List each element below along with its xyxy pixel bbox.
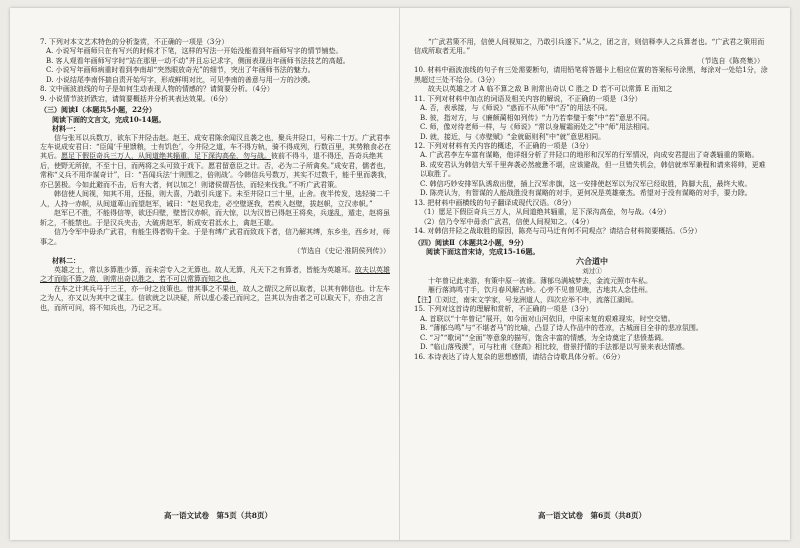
question-13-part-2: （2）信乃令军中毋杀广武君，信使人间视知之。（4分） — [420, 217, 594, 226]
section-4-instruction: 阅读下面这首宋诗，完成15-16题。 — [426, 246, 540, 256]
question-10: 10. 材料中画波浪线的句子有三处需要断句，请用铅笔将答题卡上相应位置的答案标号涂黑，每涂对一处给1分，涂黑超过三处不给分。（3分） — [414, 66, 768, 84]
question-15-option-b: B. “薄郁乌鸣”与“不堪者马”的比喻，凸显了诗人作品中的苍凉，古城面目全非的悲凉氛围。 — [420, 324, 703, 333]
material-1-paragraph: 赵军已不胜，不能得信等，欲还归壁，壁皆汉赤帜，而大惊，以为汉皆已得赵王将矣，兵遂乱，遁走，赵将虽斩之，不能禁也。于是汉兵夹击，大破虏赵军，斩成安君泜水上，禽赵王歇。 — [40, 209, 390, 227]
question-7-option-a: A. 小说写年画师只在有写兴的时候才下笔，这样的写法一开始没能看到年画师写字的情节铺垫。 — [46, 47, 343, 56]
question-7-option-d: D. 小说结尾李南怀揣自责开始写字，形成鲜明对比，可见李南的善意与用一方的沙漠。 — [46, 75, 315, 84]
question-15: 15. 下列对这首诗的理解和赏析，不正确的一项是（3分） — [414, 305, 593, 314]
material-1-label: 材料一： — [52, 124, 80, 134]
question-16: 16. 本诗表达了诗人复杂的思想感情，请结合诗歌具体分析。（6分） — [414, 352, 625, 361]
material-2-label: 材料二： — [52, 256, 80, 266]
material-1-paragraph: 信与张耳以兵数万，欲东下井陉击赵。赵王、成安君陈余闻汉且袭之也，聚兵井陉口，号称二十万。广武君李左车说成安君曰：“臣闻‘千里馈粮，士有饥色’，今井陉之道，车不得方轨，骑不得成列，行数百里，其势粮食必在其后。愿足下假臣奇兵三万人，从间道绝其辎重，足下深沟高垒，勿与战。彼前不得斗，退不得还，吾奇兵绝其后，使野无所掠，不至十日，而两将之头可致于戏下。愿君留意臣之计。否，必为二子所禽矣。”成安君，儒者也，常称“义兵不用诈谋奇计”，曰：“吾闻兵法‘十则围之，倍则战’。今韩信兵号数万，其实不过数千，能千里而袭我，亦已罢极。今如此避而不击，后有大者，何以加之！则诸侯谓吾怯，而轻来伐我。”不听广武君策。 — [40, 133, 392, 189]
question-12-option-c: C. 韩信巧妙安排军队诱敌出壁，插上汉军赤旗，这一安排使赵军以为汉军已经取胜，阵脚大乱，最终大败。 — [420, 179, 752, 188]
question-8: 8. 文中画波浪线的句子是如何生动表现人物的情感的？请简要分析。（4分） — [40, 85, 274, 94]
question-9: 9. 小说情节波折跌宕，请简要概括并分析其表达效果。（6分） — [40, 94, 232, 103]
section-3-instruction: 阅读下面的文言文，完成10-14题。 — [52, 114, 166, 124]
poem-line: 十年曾记此来游，有策中原一被谁。薄郁乌满城梦去，金流元照市车私。 — [428, 276, 652, 285]
poem-author: 刘过① — [582, 267, 602, 276]
question-12-option-a: A. 广武君李左车富有谋略，他详细分析了井陉口的地形和汉军的行军情况，向成安君提出了奇袭辎重的策略。 — [420, 151, 759, 160]
page-5-column — [40, 38, 396, 510]
poem-title: 六合道中 — [576, 256, 608, 267]
question-7-option-b: B. 客人观看年画师写字时“站在那里一动不动”并且忘记求字，侧面表现出年画师书法技艺的高超。 — [46, 56, 350, 65]
material-1-paragraph: 信乃令军中毋杀广武君，有能生得者购千金。于是有缚广武君而致戏下者，信乃解其缚，东乡坐，西乡对，师事之。 — [40, 228, 390, 246]
question-14: 14. 对韩信井陉之战取胜的原因，陈亮与司马迁有何不同观点？请结合材料简要概括。（5分） — [414, 227, 702, 236]
section-4-heading: （四）阅读Ⅱ（本题共2小题，9分） — [414, 237, 528, 247]
question-11: 11. 下列对材料中加点的词语及相关内容的解说，不正确的一项是（3分） — [414, 94, 642, 103]
question-11-option-d: D. 就，接近，与《赤壁赋》“金就砺则利”中“就”意思相同。 — [420, 132, 606, 141]
wavy-underlined-sentence: 故夫以英雄之才而临不算之敌，则常出奇以胜之，若不可以常算而知之也。 — [40, 265, 390, 284]
page-6-footer: 高一语文试卷 第6页（共8页） — [538, 511, 646, 520]
question-11-option-c: C. 师，像对待老师一样，与《师说》“常以身履霜雨处之”中“师”用法相同。 — [420, 123, 654, 132]
question-12-option-b: B. 成安君认为韩信大军千里奔袭必然疲惫不堪，应该避战，但一旦错失机会，韩信就率军兼程和请来将帅，更难以取胜了。 — [420, 160, 766, 179]
question-15-option-d: D. “临山落残漠”，可与杜甫《登高》相比较，借景抒情的手法都是以写景来表达情感。 — [420, 343, 689, 352]
question-11-option-b: B. 彼，指对方，与《廉颇蔺相如列传》“力乃若奉璧于秦”中“若”意思不同。 — [420, 113, 654, 122]
material-2-paragraph: 英雄之士，常以多算胜少算，而未尝专入之无算也。故人无算，凡天下之有算者，皆能为英雄耳。故夫以英雄之才而临不算之敌，则常出奇以胜之，若不可以常算而知之也。 — [40, 265, 390, 284]
section-3-heading: （三）阅读Ⅰ（本题共5小题，22分） — [40, 105, 156, 115]
question-12: 12. 下列对材料有关内容的概述，不正确的一项是（3分） — [414, 141, 593, 150]
page-fold — [399, 8, 400, 540]
question-11-option-a: A. 否，表承接，与《师说》“惑而不从师”中“否”的用法不同。 — [420, 104, 612, 113]
exam-sheet — [10, 8, 790, 540]
question-13: 13. 把材料中画横线的句子翻译成现代汉语。（8分） — [414, 198, 576, 207]
question-10-sentence: 故夫以英雄之才 A 临不算之敌 B 则常出奇以 C 胜之 D 若不可以常算 E 而知之 — [428, 85, 673, 94]
question-12-option-d: D. 陈亮认为，有智谋的人能战胜没有谋略的对手，更何况是英雄豪杰。希望对于没有谋略的对手，要力除。 — [420, 189, 752, 198]
page-6-column — [414, 38, 770, 510]
question-7-option-c: C. 小说写年画师病重时看到李南却“突然眼放奇光”的细节，突出了年画师书法的魅力。 — [46, 66, 315, 75]
material-2-paragraph: 在车之计其兵马于三王，亦一时之良策也。惜其事之不果也，故人之谓汉之所以取者，以其有韩信也。计左车之为人，亦又以为其中之谋主。信欲就之以决疑，所以虚心委己而问之，岂其以为由者之可以取天下，亦由之言也，而所可问，将不知兵也，乃记之耳。 — [40, 284, 390, 312]
page-5-footer: 高一语文试卷 第5页（共8页） — [164, 511, 272, 520]
material-2-continued: “广武君策不用，信使人间视知之，乃敢引兵遂下。”从之，团之言，则信释李人之兵算者也。“广武君之策用而信成所取者无用。” — [414, 38, 765, 56]
material-2-source: （节选自《陈亮集》） — [697, 56, 764, 65]
question-15-option-a: A. 首联以“十年曾记”展开，如今面对山河依旧，中原未复的艰难现实，时空交错。 — [420, 314, 675, 323]
material-1-paragraph: 韩信使人间视，知其不用，还报，则大喜，乃敢引兵遂下。未至井陉口三十里，止舍。夜半传发，选轻骑二千人，人持一赤帜，从间道萆山而望赵军，诫曰：“赵见我走，必空壁逐我，若疾入赵壁，拔赵帜，立汉赤帜。” — [40, 190, 390, 208]
question-13-part-1: （1）愿足下假臣奇兵三万人，从间道绝其辎重，足下深沟高垒，勿与战。（4分） — [420, 208, 671, 217]
question-7: 7. 下列对本文艺术特色的分析鉴赏，不正确的一项是（3分） — [40, 38, 229, 46]
question-15-option-c: C. “习”“歌词”“全面”等意象的描写，饱含丰富的情感，为全诗奠定了悲愤基调。 — [420, 333, 669, 342]
material-1-source: （节选自《史记·淮阴侯列传》） — [293, 246, 390, 255]
poem-note: 【注】①刘过，南宋文学家，号龙洲道人，四次应举不中，流落江湖间。 — [414, 295, 638, 304]
underlined-sentence: 愿足下假臣奇兵三万人，从间道绝其辎重，足下深沟高垒，勿与战。 — [61, 152, 271, 161]
poem-line: 雁行落鸿鸣寸手，饮月春风解古岭。心旁不见曾见晚，古地共人念佳州。 — [428, 286, 652, 295]
